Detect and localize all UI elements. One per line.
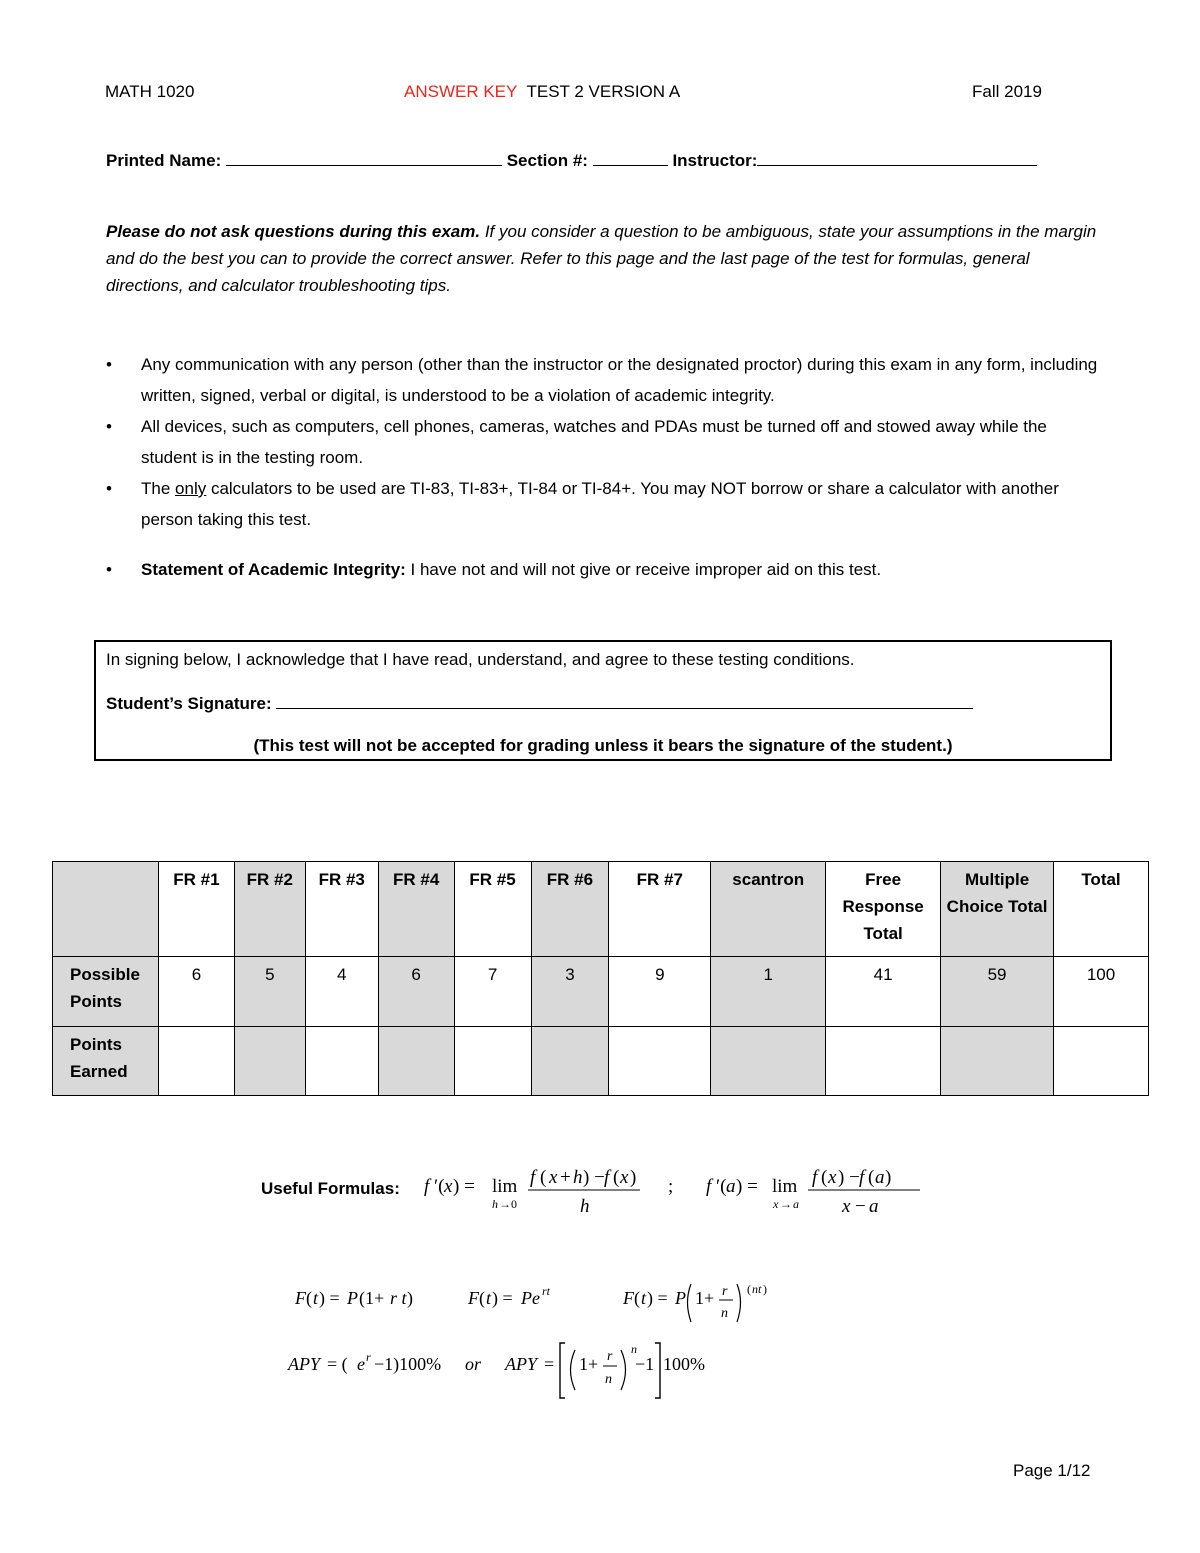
svg-text:or: or — [465, 1354, 482, 1374]
signature-notice: (This test will not be accepted for grading unless it bears the signature of the student.) — [253, 736, 953, 755]
svg-text:): ) — [407, 1288, 413, 1308]
svg-text:F: F — [295, 1288, 306, 1308]
svg-text:): ) — [763, 1282, 767, 1296]
svg-text:APY: APY — [505, 1354, 538, 1374]
earned-multiple-choice-total[interactable] — [941, 1027, 1054, 1096]
svg-text:): ) — [630, 1167, 637, 1188]
svg-text:→0: →0 — [499, 1197, 517, 1211]
svg-text:t: t — [313, 1288, 319, 1308]
svg-text:f: f — [530, 1167, 536, 1188]
svg-text:a: a — [726, 1176, 736, 1197]
rule-calc-text-a: The — [141, 479, 176, 498]
svg-text:x: x — [842, 1196, 851, 1217]
svg-text:1+: 1+ — [695, 1288, 715, 1308]
svg-text:(: ( — [634, 1288, 640, 1308]
section-label: Section #: — [506, 151, 588, 170]
svg-text:t: t — [641, 1288, 647, 1308]
table-row — [53, 1027, 1149, 1096]
svg-text:a: a — [875, 1167, 885, 1188]
svg-text:): ) — [885, 1167, 892, 1188]
svg-text:′(: ′( — [716, 1176, 727, 1197]
earned-free-response-total[interactable] — [826, 1027, 941, 1096]
derivative-formulas — [410, 1150, 940, 1220]
exam-instructions — [106, 218, 1106, 299]
possible-multiple-choice-total: 59 — [941, 957, 1054, 1027]
svg-text:;: ; — [668, 1176, 674, 1197]
integrity-label: Statement of Academic Integrity: — [141, 560, 406, 579]
printed-name-field[interactable] — [226, 151, 502, 166]
svg-text:x: x — [444, 1176, 453, 1197]
svg-text:(: ( — [821, 1167, 828, 1188]
possible-fr7: 9 — [609, 957, 711, 1027]
svg-text:(: ( — [306, 1288, 312, 1308]
svg-text:h: h — [580, 1196, 590, 1217]
svg-text:P: P — [347, 1288, 358, 1308]
student-info-line — [106, 151, 1037, 171]
svg-text:r: r — [366, 1350, 371, 1364]
header-fr5: FR #5 — [454, 862, 531, 957]
rule-calculators — [106, 473, 1106, 535]
header-fr3: FR #3 — [305, 862, 378, 957]
svg-text:n: n — [721, 1306, 728, 1321]
svg-text:a: a — [793, 1197, 799, 1211]
svg-text:(: ( — [479, 1288, 485, 1308]
section-field[interactable] — [593, 151, 668, 166]
svg-text:n: n — [631, 1342, 637, 1356]
svg-text:F: F — [623, 1288, 634, 1308]
row-label-possible-1: Possible — [70, 965, 140, 984]
svg-text:h: h — [492, 1197, 498, 1211]
possible-fr3: 4 — [305, 957, 378, 1027]
course-code: MATH 1020 — [105, 82, 195, 101]
header-fr4: FR #4 — [378, 862, 454, 957]
printed-name-label: Printed Name: — [106, 151, 222, 170]
signature-line — [106, 694, 973, 714]
possible-fr5: 7 — [454, 957, 531, 1027]
svg-text:1+: 1+ — [579, 1354, 599, 1374]
svg-text:APY: APY — [288, 1354, 321, 1374]
row-label-earned-1: Points — [70, 1035, 122, 1054]
svg-text:+: + — [560, 1167, 571, 1188]
svg-text:−: − — [855, 1196, 866, 1217]
signature-field[interactable] — [276, 694, 973, 709]
svg-text:f: f — [812, 1167, 818, 1188]
svg-text:lim: lim — [772, 1176, 798, 1197]
possible-fr1: 6 — [158, 957, 234, 1027]
table-corner-cell — [53, 862, 159, 957]
svg-text:f: f — [859, 1167, 865, 1188]
svg-text:= (: = ( — [327, 1354, 348, 1374]
rule-integrity — [106, 554, 1106, 585]
svg-text:e: e — [357, 1354, 365, 1374]
svg-text:(1+: (1+ — [359, 1288, 385, 1308]
test-version: TEST 2 VERSION A — [526, 82, 681, 101]
svg-text:) =: ) = — [492, 1288, 513, 1308]
svg-text:′(: ′( — [434, 1176, 445, 1197]
page-number: Page 1/12 — [1013, 1461, 1091, 1480]
svg-text:lim: lim — [492, 1176, 518, 1197]
term: Fall 2019 — [972, 82, 1042, 101]
svg-text:(: ( — [747, 1282, 751, 1296]
svg-text:f: f — [424, 1176, 430, 1197]
row-label-earned — [53, 1027, 159, 1096]
row-label-possible-2: Points — [70, 992, 122, 1011]
instructor-field[interactable] — [757, 151, 1037, 166]
rule-communication: • Any communication with any person (other than the instructor or the designated proctor) during this exam in any form, including written, signed, verbal or digital, is understood to be a violation of academic integrity. — [106, 349, 1106, 411]
possible-fr2: 5 — [234, 957, 305, 1027]
rule-calc-text-b: calculators to be used are TI-83, TI-83+, TI-84 or TI-84+. You may NOT borrow or share a calculator with another person taking this test. — [141, 479, 1059, 529]
possible-free-response-total: 41 — [826, 957, 941, 1027]
formulas-label: Useful Formulas: — [261, 1179, 400, 1198]
earned-fr6[interactable] — [531, 1027, 609, 1096]
earned-fr5[interactable] — [454, 1027, 531, 1096]
table-header-row — [53, 862, 1149, 957]
header-multiple-choice-total: Multiple Choice Total — [941, 862, 1054, 957]
exam-rules-list — [106, 349, 1106, 585]
answer-key-label: ANSWER KEY — [404, 82, 518, 101]
earned-scantron[interactable] — [711, 1027, 826, 1096]
instructions-bold: Please do not ask questions during this exam. — [106, 222, 481, 241]
svg-text:100%: 100% — [663, 1354, 705, 1374]
earned-fr4[interactable] — [378, 1027, 454, 1096]
signature-label: Student’s Signature: — [106, 694, 272, 713]
svg-text:=: = — [544, 1354, 555, 1374]
svg-text:f: f — [604, 1167, 610, 1188]
svg-text:x: x — [773, 1197, 779, 1211]
earned-fr2[interactable] — [234, 1027, 305, 1096]
svg-text:Pe: Pe — [521, 1288, 540, 1308]
svg-text:−1)100%: −1)100% — [374, 1354, 442, 1374]
interest-formulas — [285, 1278, 785, 1334]
earned-fr7[interactable] — [609, 1027, 711, 1096]
earned-total[interactable] — [1054, 1027, 1149, 1096]
header-fr2: FR #2 — [234, 862, 305, 957]
header-fr1: FR #1 — [158, 862, 234, 957]
svg-text:x: x — [549, 1167, 558, 1188]
possible-scantron: 1 — [711, 957, 826, 1027]
svg-text:) =: ) = — [736, 1176, 758, 1197]
row-label-earned-2: Earned — [70, 1062, 128, 1081]
svg-text:P: P — [675, 1288, 686, 1308]
svg-text:) =: ) = — [453, 1176, 475, 1197]
earned-fr1[interactable] — [158, 1027, 234, 1096]
integrity-text: I have not and will not give or receive improper aid on this test. — [405, 560, 882, 579]
svg-text:r t: r t — [390, 1288, 407, 1308]
rule-calc-only: only — [175, 479, 207, 498]
svg-text:nt: nt — [752, 1282, 762, 1296]
rule-devices: • All devices, such as computers, cell phones, cameras, watches and PDAs must be turned off and stowed away while the student is in the testing room. — [106, 411, 1106, 473]
svg-text:F: F — [468, 1288, 479, 1308]
svg-text:) =: ) = — [319, 1288, 340, 1308]
svg-text:(: ( — [868, 1167, 875, 1188]
header-free-response-total: Free Response Total — [826, 862, 941, 957]
instructions-text: If you consider a question to be ambiguous, state your assumptions in the margin and do the best you can to provide the correct answer. Refer to this page and the last page of the test for formulas, general directions, and calculator troubleshooting tips. — [106, 222, 1097, 295]
header-total: Total — [1054, 862, 1149, 957]
svg-text:(: ( — [613, 1167, 620, 1188]
svg-text:) −: ) − — [583, 1167, 605, 1188]
header-fr6: FR #6 — [531, 862, 609, 957]
header-scantron: scantron — [711, 862, 826, 957]
svg-text:) −: ) − — [838, 1167, 860, 1188]
table-row — [53, 957, 1149, 1027]
svg-text:x: x — [620, 1167, 629, 1188]
score-table — [52, 861, 1149, 1096]
possible-fr6: 3 — [531, 957, 609, 1027]
possible-fr4: 6 — [378, 957, 454, 1027]
possible-total: 100 — [1054, 957, 1149, 1027]
exam-title — [404, 82, 680, 102]
row-label-possible — [53, 957, 159, 1027]
svg-text:) =: ) = — [647, 1288, 668, 1308]
apy-formulas — [285, 1338, 725, 1404]
svg-text:→: → — [780, 1197, 792, 1211]
svg-text:r: r — [722, 1284, 728, 1299]
svg-text:t: t — [486, 1288, 492, 1308]
svg-text:(: ( — [540, 1167, 547, 1188]
svg-text:r: r — [607, 1349, 613, 1364]
acknowledge-text: In signing below, I acknowledge that I have read, understand, and agree to these testing conditions. — [106, 650, 855, 669]
svg-text:x: x — [828, 1167, 837, 1188]
svg-text:h: h — [573, 1167, 583, 1188]
svg-text:−1: −1 — [635, 1354, 655, 1374]
svg-text:rt: rt — [542, 1284, 551, 1298]
instructor-label: Instructor: — [672, 151, 758, 170]
svg-text:f: f — [706, 1176, 712, 1197]
signature-box — [94, 640, 1112, 761]
svg-text:a: a — [869, 1196, 879, 1217]
earned-fr3[interactable] — [305, 1027, 378, 1096]
svg-text:n: n — [605, 1372, 612, 1387]
header-fr7: FR #7 — [609, 862, 711, 957]
